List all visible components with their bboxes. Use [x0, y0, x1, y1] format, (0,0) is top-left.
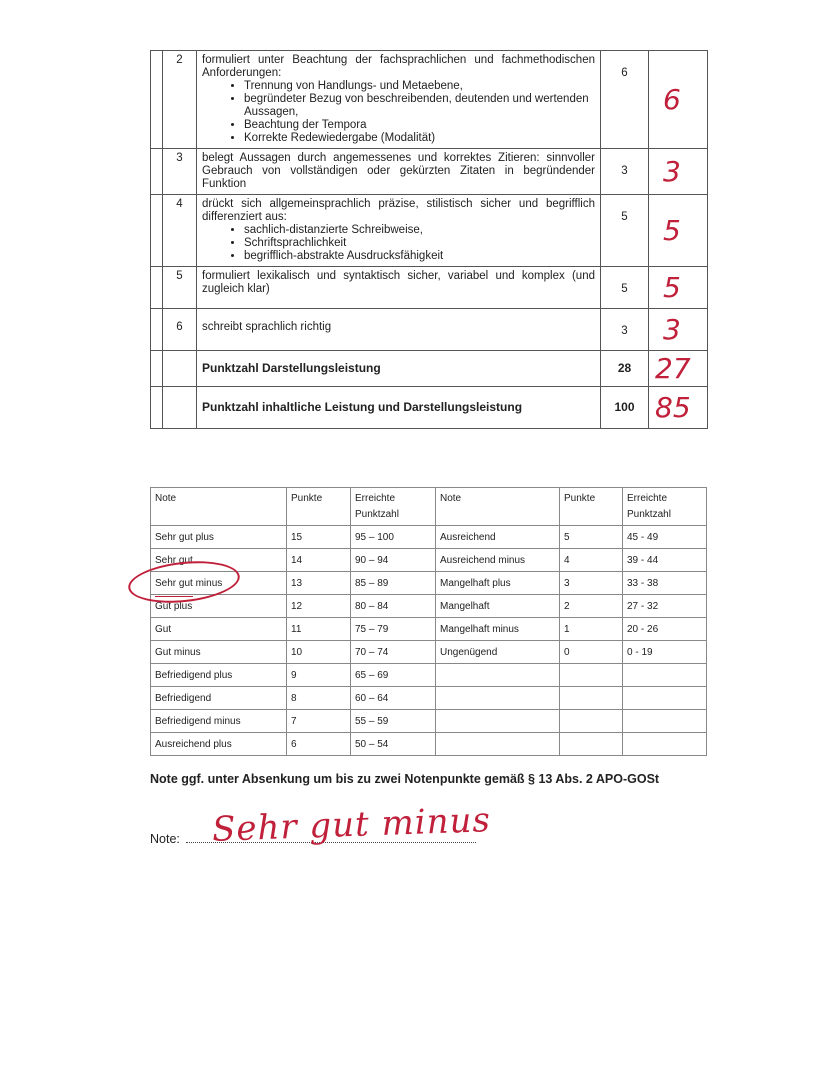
grade-cell: 4 [560, 549, 623, 572]
sum-row [151, 351, 708, 387]
criteria-max-points: 3 [601, 149, 649, 195]
grade-cell: 75 – 79 [351, 618, 436, 641]
criteria-awarded-cell [649, 195, 708, 267]
grade-cell: 60 – 64 [351, 687, 436, 710]
grade-cell: Ausreichend [436, 526, 560, 549]
criteria-max-points: 5 [601, 195, 649, 267]
criteria-bullet: • Korrekte Redewiedergabe (Modalität) [244, 132, 595, 145]
sum-empty-cell [151, 351, 163, 387]
grade-cell: 13 [287, 572, 351, 595]
grade-header-cell: Note [151, 488, 287, 526]
criteria-empty-cell [151, 195, 163, 267]
grade-cell [436, 687, 560, 710]
grade-cell: 8 [287, 687, 351, 710]
criteria-awarded-cell [649, 309, 708, 351]
grade-row [151, 618, 707, 641]
grade-cell: Gut plus [151, 595, 287, 618]
criteria-empty-cell [151, 51, 163, 149]
grade-header-cell: Erreichte Punktzahl [623, 488, 707, 526]
grade-cell: 45 - 49 [623, 526, 707, 549]
sum-label: Punktzahl inhaltliche Leistung und Darstellungsleistung [197, 387, 601, 429]
grade-cell: 27 - 32 [623, 595, 707, 618]
grade-body [151, 488, 707, 756]
grade-cell: 5 [560, 526, 623, 549]
criteria-text-cell [197, 309, 601, 351]
grade-cell: 10 [287, 641, 351, 664]
grade-cell: 39 - 44 [623, 549, 707, 572]
note-heading: Note ggf. unter Absenkung um bis zu zwei Notenpunkte gemäß § 13 Abs. 2 APO-GOSt [150, 772, 660, 786]
grade-cell: 11 [287, 618, 351, 641]
grade-cell [436, 710, 560, 733]
sum-max-points: 28 [601, 351, 649, 387]
criteria-row [151, 267, 708, 309]
grade-header-cell: Punkte [560, 488, 623, 526]
criteria-text: belegt Aussagen durch angemessenes und korrektes Zitieren: sinnvoller Gebrauch von vollständigen oder gekürzten Zitaten in begründender Funktion [202, 152, 595, 190]
criteria-bullets [202, 80, 595, 145]
criteria-row [151, 51, 708, 149]
criteria-awarded-cell [649, 149, 708, 195]
grade-cell [560, 664, 623, 687]
strikethrough-mark [155, 596, 193, 597]
grade-row [151, 595, 707, 618]
grade-cell: 70 – 74 [351, 641, 436, 664]
grade-cell: Mangelhaft plus [436, 572, 560, 595]
criteria-number: 4 [163, 195, 197, 267]
grade-cell: Sehr gut minus [151, 572, 287, 595]
grade-cell: Ungenügend [436, 641, 560, 664]
grade-cell: 95 – 100 [351, 526, 436, 549]
grade-cell: 7 [287, 710, 351, 733]
grade-cell [436, 733, 560, 756]
sum-max-points: 100 [601, 387, 649, 429]
criteria-text: schreibt sprachlich richtig [202, 321, 332, 333]
sum-awarded-cell [649, 351, 708, 387]
sum-label: Punktzahl Darstellungsleistung [197, 351, 601, 387]
criteria-max-points: 6 [601, 51, 649, 149]
grade-row [151, 710, 707, 733]
sum-awarded-cell [649, 387, 708, 429]
criteria-text: drückt sich allgemeinsprachlich präzise, stilistisch sicher und begrifflich differenziert aus: [202, 198, 595, 223]
grade-cell [623, 687, 707, 710]
criteria-bullet: • Trennung von Handlungs- und Metaebene, [244, 80, 595, 93]
grade-cell: 0 [560, 641, 623, 664]
criteria-row [151, 195, 708, 267]
grade-header-cell: Erreichte Punktzahl [351, 488, 436, 526]
grade-cell [560, 733, 623, 756]
criteria-text-cell [197, 149, 601, 195]
grade-cell [436, 664, 560, 687]
grade-cell: Befriedigend plus [151, 664, 287, 687]
criteria-max-points: 5 [601, 267, 649, 309]
criteria-empty-cell [151, 149, 163, 195]
criteria-table [150, 50, 708, 429]
grade-cell: Mangelhaft [436, 595, 560, 618]
criteria-empty-cell [151, 267, 163, 309]
criteria-number: 3 [163, 149, 197, 195]
grade-cell: Gut minus [151, 641, 287, 664]
sum-num-cell [163, 351, 197, 387]
handwritten-awarded-points: 6 [663, 82, 681, 116]
grade-cell: 15 [287, 526, 351, 549]
criteria-bullet: • Schriftsprachlichkeit [244, 237, 595, 250]
grade-cell: Befriedigend [151, 687, 287, 710]
handwritten-awarded-points: 3 [663, 312, 681, 346]
criteria-bullets [202, 224, 595, 263]
grade-cell: Gut [151, 618, 287, 641]
sum-num-cell [163, 387, 197, 429]
grade-cell: Sehr gut plus [151, 526, 287, 549]
handwritten-sum-points: 27 [655, 351, 691, 385]
grade-cell [623, 710, 707, 733]
grade-cell: Ausreichend minus [436, 549, 560, 572]
criteria-bullet: • begründeter Bezug von beschreibenden, deutenden und wertenden Aussagen, [244, 93, 595, 119]
criteria-body [151, 51, 708, 429]
grade-row [151, 687, 707, 710]
handwritten-sum-points: 85 [655, 390, 691, 424]
sum-row [151, 387, 708, 429]
criteria-bullet: • begrifflich-abstrakte Ausdrucksfähigkeit [244, 250, 595, 263]
grade-cell: Mangelhaft minus [436, 618, 560, 641]
grade-header-cell: Punkte [287, 488, 351, 526]
criteria-bullet: • sachlich-distanzierte Schreibweise, [244, 224, 595, 237]
grade-cell: 85 – 89 [351, 572, 436, 595]
grade-row [151, 641, 707, 664]
handwritten-grade: Sehr gut minus [211, 800, 492, 850]
criteria-empty-cell [151, 309, 163, 351]
criteria-text-cell [197, 51, 601, 149]
grade-cell: 3 [560, 572, 623, 595]
note-label: Note: [150, 832, 180, 846]
grade-table [150, 487, 707, 756]
grade-cell: Sehr gut [151, 549, 287, 572]
grade-cell: 20 - 26 [623, 618, 707, 641]
criteria-row [151, 309, 708, 351]
criteria-text-cell [197, 267, 601, 309]
grade-cell [560, 710, 623, 733]
criteria-max-points: 3 [601, 309, 649, 351]
criteria-text: formuliert unter Beachtung der fachsprachlichen und fachmethodischen Anforderungen: [202, 54, 595, 79]
criteria-row [151, 149, 708, 195]
grade-cell: 1 [560, 618, 623, 641]
criteria-text: formuliert lexikalisch und syntaktisch sicher, variabel und komplex (und zugleich klar) [202, 270, 595, 295]
grade-cell: 80 – 84 [351, 595, 436, 618]
handwritten-awarded-points: 5 [663, 270, 681, 304]
grade-cell [623, 664, 707, 687]
grade-cell: 6 [287, 733, 351, 756]
grade-cell: 33 - 38 [623, 572, 707, 595]
criteria-awarded-cell [649, 267, 708, 309]
criteria-awarded-cell [649, 51, 708, 149]
grade-row [151, 733, 707, 756]
criteria-number: 2 [163, 51, 197, 149]
criteria-number: 6 [163, 309, 197, 351]
grade-header-row [151, 488, 707, 526]
grade-row [151, 664, 707, 687]
criteria-number: 5 [163, 267, 197, 309]
sum-empty-cell [151, 387, 163, 429]
handwritten-awarded-points: 3 [663, 154, 681, 188]
grade-cell [623, 733, 707, 756]
criteria-text-cell [197, 195, 601, 267]
criteria-bullet: • Beachtung der Tempora [244, 119, 595, 132]
grade-row [151, 526, 707, 549]
grade-cell: 14 [287, 549, 351, 572]
grade-cell: 50 – 54 [351, 733, 436, 756]
grade-cell: 90 – 94 [351, 549, 436, 572]
grade-cell: 55 – 59 [351, 710, 436, 733]
grade-cell: 9 [287, 664, 351, 687]
grade-cell: 65 – 69 [351, 664, 436, 687]
grade-cell [560, 687, 623, 710]
grade-cell: 0 - 19 [623, 641, 707, 664]
grade-cell: Befriedigend minus [151, 710, 287, 733]
grade-header-cell: Note [436, 488, 560, 526]
grade-cell: 2 [560, 595, 623, 618]
grade-cell: Ausreichend plus [151, 733, 287, 756]
grade-cell: 12 [287, 595, 351, 618]
handwritten-awarded-points: 5 [663, 213, 681, 247]
